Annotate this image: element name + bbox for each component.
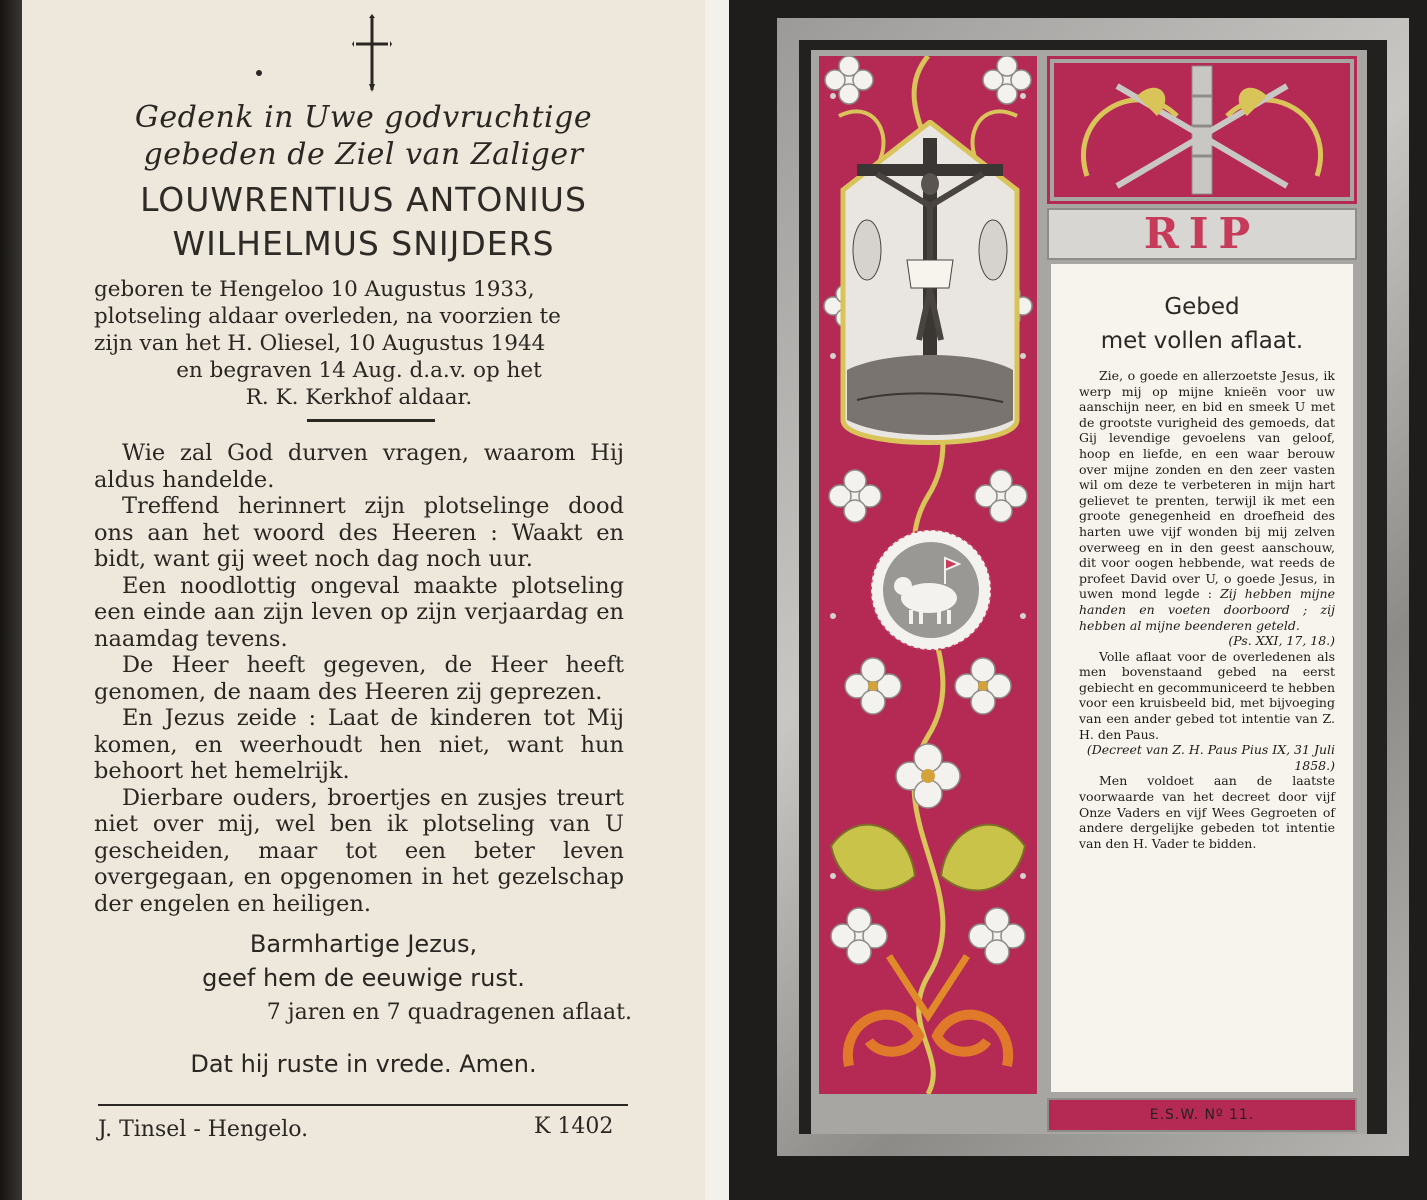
memorial-card-left: [22, 0, 705, 1200]
memorial-paragraph: Dierbare ouders, broertjes en zusjes treurt niet over mij, wel ben ik plotseling van U gescheiden, maar tot een beter leven overgegaan, en opgenomen in het gezelschap der engelen en heiligen.: [94, 784, 624, 917]
memorial-text: [94, 440, 624, 917]
closing-line: Dat hij ruste in vrede. Amen.: [190, 1050, 537, 1078]
bottom-rule: [98, 1104, 628, 1106]
ink-dot: [256, 70, 262, 76]
prayer-title-line-1: Gebed: [1164, 294, 1240, 320]
prayer-text: Zie, o goede en allerzoetste Jesus, ik werp mij op mijne knieën voor uw aanschijn neer, en bid en smeek U met de grootste vurigheid des gemoeds, dat Gij levendige gevoelens van geloof, hoop en liefde, en een waar berouw over mijne zonden en den zeer vasten wil om deze te verbeteren in mijn hart gelievet te prenten, terwijl ik met een groote genegenheid en droefheid des harten uwe vijf wonden bij mij zelven overweeg en in den geest aanschouw, dit voor oogen hebbende, wat reeds de profeet David over U, o goede Jesus, in uwen mond legde :: [1079, 368, 1335, 602]
birth-line: geboren te Hengeloo 10 Augustus 1933,: [94, 277, 535, 302]
condition-text: Men voldoet aan de laatste voorwaarde van het decreet door vijf Onze Vaders en vijf Wees Gegroeten of andere dergelijke gebeden tot intentie van den H. Vader te bidden.: [1079, 773, 1335, 851]
birth-death-details: [94, 276, 624, 411]
psalm-reference: (Ps. XXI, 17, 18.): [1228, 633, 1335, 649]
publisher-code: E.S.W. Nº 11.: [1149, 1107, 1255, 1123]
birth-line: plotseling aldaar overleden, na voorzien te: [94, 304, 561, 329]
deceased-name-line-1: LOUWRENTIUS ANTONIUS: [140, 180, 587, 219]
indulgence-line: 7 jaren en 7 quadragenen aflaat.: [266, 1000, 632, 1025]
left-card-edge: [0, 0, 22, 1200]
card-code: K 1402: [534, 1114, 614, 1139]
instruments-of-passion-icon: [1047, 56, 1357, 204]
prayer-quote: Zij hebben mijne handen en voeten doorboord ; zij hebben al mijne beenderen geteld.: [1079, 586, 1335, 633]
lamb-medallion-icon: [869, 528, 993, 652]
prayer-line-1: Barmhartige Jezus,: [249, 930, 478, 958]
scan-gap: [705, 0, 729, 1200]
birth-line: R. K. Kerkhof aldaar.: [245, 385, 473, 410]
crucifixion-scene-icon: [837, 120, 1023, 460]
printer-credit: J. Tinsel - Hengelo.: [98, 1117, 309, 1142]
decree-reference: (Decreet van Z. H. Paus Pius IX, 31 Juli 1858.): [1086, 742, 1335, 773]
memorial-paragraph: De Heer heeft gegeven, de Heer heeft genomen, de naam des Heeren zij geprezen.: [94, 652, 624, 705]
heading-line-1: Gedenk in Uwe godvruchtige: [134, 100, 593, 135]
birth-line: zijn van het H. Oliesel, 10 Augustus 1944: [94, 331, 546, 356]
deceased-name-line-2: WILHELMUS SNIJDERS: [172, 224, 555, 263]
birth-line: en begraven 14 Aug. d.a.v. op het: [176, 358, 542, 383]
top-ornament-panel: [1047, 56, 1357, 204]
publisher-strip: [1047, 1098, 1357, 1132]
rip-banner: [1047, 208, 1357, 260]
memorial-card-right: [729, 0, 1427, 1200]
memorial-paragraph: Treffend herinnert zijn plotselinge dood ons aan het woord des Heeren : Waakt en bidt, want gij weet noch dag noch uur.: [94, 493, 624, 572]
cross-icon: [352, 14, 392, 92]
memorial-paragraph: Een noodlottig ongeval maakte plotseling een einde aan zijn leven op zijn verjaardag en naamdag tevens.: [94, 572, 624, 652]
prayer-title-line-2: met vollen aflaat.: [1100, 328, 1304, 354]
memorial-paragraph: En Jezus zeide : Laat de kinderen tot Mij komen, en weerhoudt hen niet, want hun behoort het hemelrijk.: [94, 705, 624, 784]
heading-line-2: gebeden de Ziel van Zaliger: [143, 137, 584, 172]
prayer-panel: [1051, 264, 1353, 1092]
indulgence-text: Volle aflaat voor de overledenen als men bovenstaand gebed na eerst gebiecht en gecommuniceerd te hebben voor een kruisbeeld bid, met bijvoeging van een ander gebed tot intentie van Z. H. den Paus.: [1079, 648, 1335, 742]
prayer-line-2: geef hem de eeuwige rust.: [202, 964, 525, 992]
prayer-body: [1079, 368, 1335, 851]
separator-rule: [307, 419, 435, 422]
rip-text: RIP: [1143, 209, 1261, 258]
memorial-paragraph: Wie zal God durven vragen, waarom Hij aldus handelde.: [94, 440, 624, 493]
